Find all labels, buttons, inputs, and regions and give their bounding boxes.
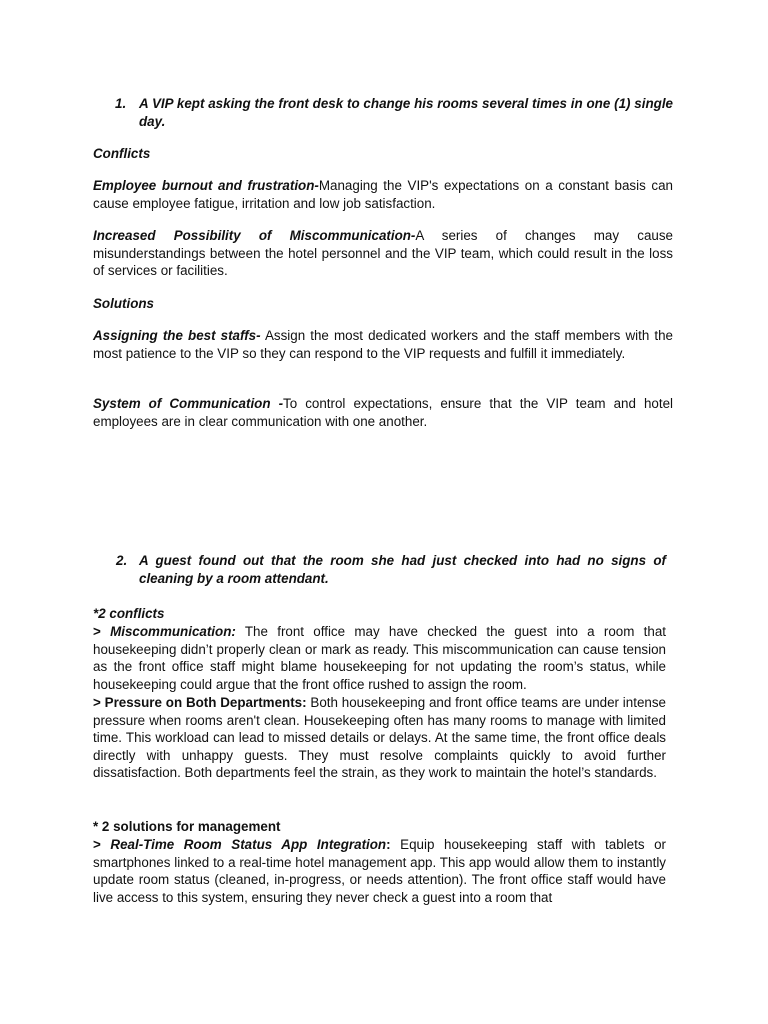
solution-1-term: Assigning the best staffs-: [93, 328, 261, 343]
conflict-1-term: Employee burnout and frustration-: [93, 178, 319, 193]
solution-3-marker: >: [93, 837, 111, 852]
conflict-2-term: Increased Possibility of Miscommunication-: [93, 228, 416, 243]
solution-2-text: To control expectations, ensure that the VIP team and hotel employees are in clear communication with one another.: [93, 396, 673, 429]
solution-3-text: Equip housekeeping staff with tablets or smartphones linked to a real-time hotel management app. This app would allow them to instantly update room status (cleaned, in-progress, or needs attention). The front office staff would have live access to this system, ensuring they never check a guest into a room that: [93, 837, 667, 905]
solution-2-paragraph: [93, 395, 673, 430]
conflict-3-paragraph: [93, 623, 666, 693]
conflict-4-term: Pressure on Both Departments:: [104, 695, 307, 710]
conflict-2-paragraph: [93, 227, 673, 280]
solution-3-term: Real-Time Room Status App Integration: [110, 837, 387, 852]
question-1-number: 1.: [115, 96, 127, 111]
solution-3-colon: :: [386, 837, 391, 852]
conflict-4-paragraph: [93, 694, 666, 782]
solution-2-term: System of Communication -: [93, 396, 284, 411]
question-2-text: A guest found out that the room she had just checked into had no signs of cleaning by a room attendant.: [139, 553, 666, 586]
conflict-3-term: Miscommunication:: [110, 624, 236, 639]
solution-1-text: Assign the most dedicated workers and the staff members with the most patience to the VIP so they can respond to the VIP requests and fulfill it immediately.: [93, 328, 673, 361]
question-1-text: A VIP kept asking the front desk to change his rooms several times in one (1) single day.: [139, 96, 673, 129]
solutions-heading: Solutions: [93, 296, 154, 311]
conflict-3-marker: >: [93, 624, 111, 639]
conflict-4-text: Both housekeeping and front office teams are under intense pressure when rooms aren't clean. Housekeeping often has many rooms to manage with limited time. This workload can lead to missed details or delays. At the same time, the front office deals directly with unhappy guests. They must resolve complaints quickly to avoid further dissatisfaction. Both departments feel the strain, as they work to maintain the hotel’s standards.: [93, 695, 666, 781]
solution-1-paragraph: [93, 327, 673, 362]
conflict-1-paragraph: [93, 177, 673, 212]
solution-3-paragraph: [93, 836, 666, 906]
question-2-number: 2.: [116, 553, 128, 568]
conflict-4-marker: >: [93, 695, 105, 710]
conflict-2-text: A series of changes may cause misunderstandings between the hotel personnel and the VIP team, which could result in the loss of services or facilities.: [93, 228, 673, 279]
solutions-2-heading: * 2 solutions for management: [93, 819, 281, 834]
conflicts-2-heading: *2 conflicts: [93, 606, 165, 621]
conflicts-heading: Conflicts: [93, 146, 151, 161]
conflict-3-text: The front office may have checked the guest into a room that housekeeping didn’t properly clean or mark as ready. This miscommunication can cause tension as the front office staff might blame housekeeping for not updating the room’s status, while housekeeping could argue that the front office rushed to assign the room.: [93, 624, 667, 692]
conflict-1-text: Managing the VIP's expectations on a constant basis can cause employee fatigue, irritation and low job satisfaction.: [93, 178, 673, 211]
